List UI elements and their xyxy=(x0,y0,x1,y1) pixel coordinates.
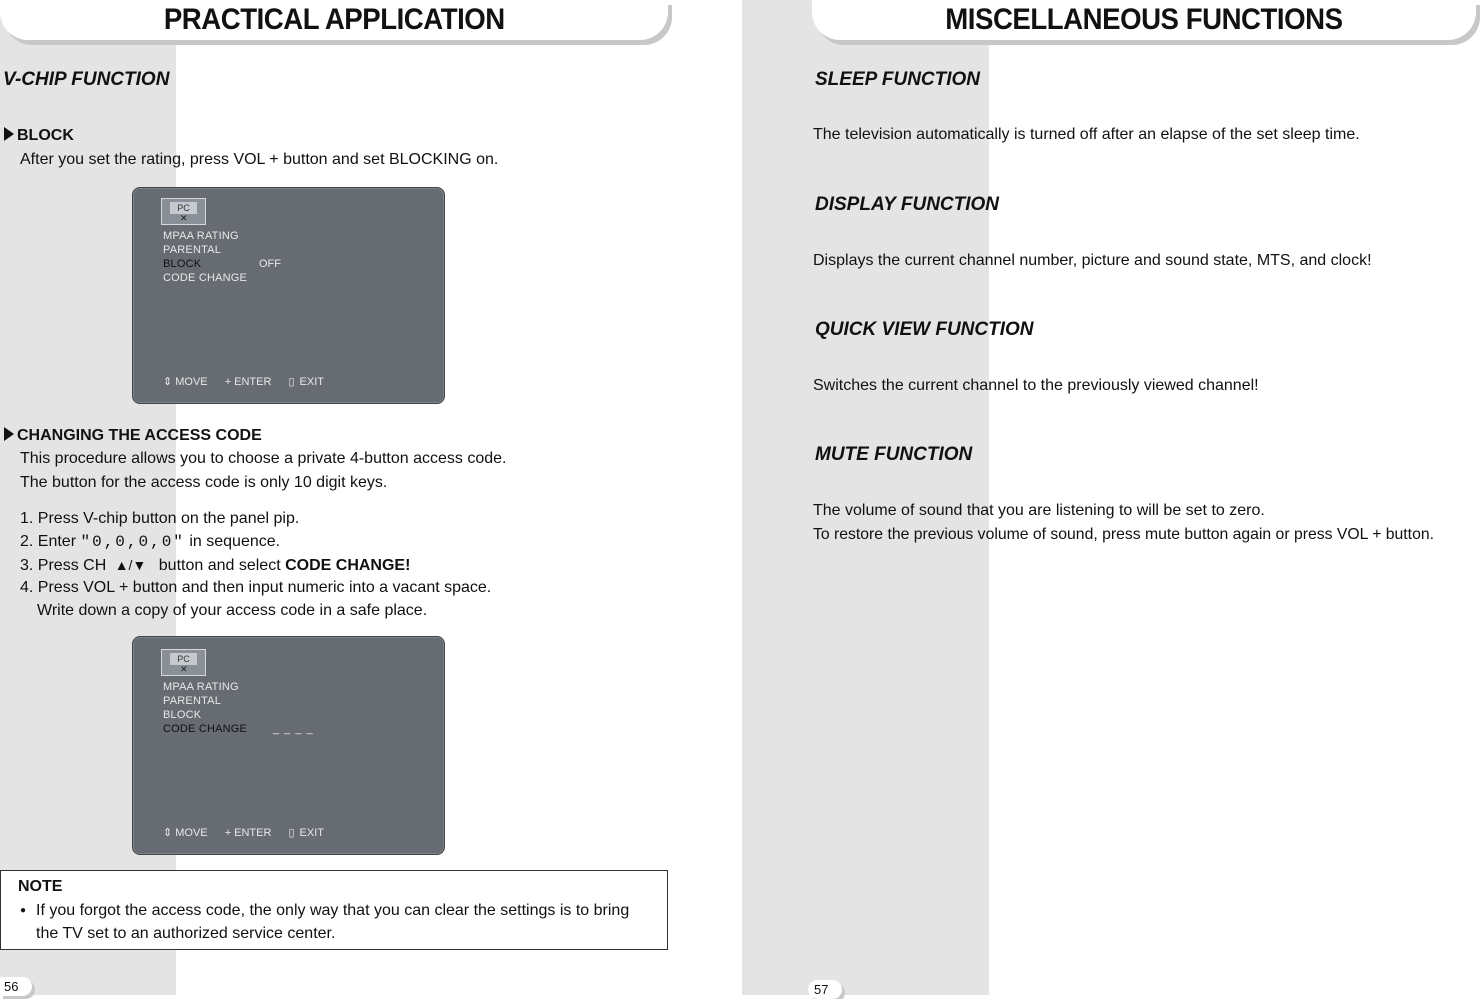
exit-icon: ▯ xyxy=(288,827,295,839)
exit-icon: ▯ xyxy=(288,376,295,388)
sleep-title: SLEEP FUNCTION xyxy=(815,69,981,90)
display-text: Displays the current channel number, picture and sound state, MTS, and clock! xyxy=(813,252,1372,269)
menu-item-block: BLOCK xyxy=(163,709,202,721)
code-text-1: This procedure allows you to choose a private 4-button access code. xyxy=(20,450,507,467)
code-heading: CHANGING THE ACCESS CODE xyxy=(4,427,262,445)
block-heading: BLOCK xyxy=(4,127,74,145)
menu-item-parental: PARENTAL xyxy=(163,695,222,707)
menu-item-code-change: CODE CHANGE xyxy=(163,272,248,284)
arrow-right-icon xyxy=(4,427,14,441)
code-entry-blanks: _ _ _ _ xyxy=(273,723,314,735)
block-value: OFF xyxy=(259,258,281,270)
left-header xyxy=(0,0,668,40)
page-number-right: 57 xyxy=(808,980,842,999)
mute-text-1: The volume of sound that you are listening to will be set to zero. xyxy=(813,502,1265,519)
left-header-title: PRACTICAL APPLICATION xyxy=(163,3,505,36)
step-2: 2. Enter "0,0,0,0" in sequence. xyxy=(20,533,281,551)
block-text: After you set the rating, press VOL + button and set BLOCKING on. xyxy=(20,151,499,168)
right-gray-strip xyxy=(742,0,989,995)
step-1: 1. Press V-chip button on the panel pip. xyxy=(20,510,300,527)
note-box xyxy=(0,870,668,950)
menu-item-code-change: CODE CHANGE xyxy=(163,723,248,735)
right-header xyxy=(812,0,1476,40)
mute-text-2: To restore the previous volume of sound, press mute button again or press VOL + button. xyxy=(813,526,1434,543)
page-number-left: 56 xyxy=(0,977,32,996)
screen-footer: ⇕ MOVE + ENTER ▯ EXIT xyxy=(163,376,324,388)
note-title: NOTE xyxy=(18,878,63,895)
note-text-1: If you forgot the access code, the only way that you can clear the settings is to bring xyxy=(36,902,630,919)
menu-item-parental: PARENTAL xyxy=(163,244,222,256)
code-sequence: "0,0,0,0" xyxy=(80,533,185,551)
sleep-text: The television automatically is turned off after an elapse of the set sleep time. xyxy=(813,126,1360,143)
note-bullet-icon: ● xyxy=(20,905,27,916)
code-text-2: The button for the access code is only 10 digit keys. xyxy=(20,474,388,491)
right-header-title: MISCELLANEOUS FUNCTIONS xyxy=(945,3,1343,36)
note-text-2: the TV set to an authorized service center. xyxy=(36,925,336,942)
plus-icon: + xyxy=(224,827,232,839)
pc-logo-icon: PC ✕ xyxy=(161,198,206,225)
tv-screen-code-change xyxy=(132,636,445,855)
quick-view-title: QUICK VIEW FUNCTION xyxy=(815,319,1034,340)
pc-logo-icon: PC ✕ xyxy=(161,649,206,676)
screen-footer: ⇕ MOVE + ENTER ▯ EXIT xyxy=(163,827,324,839)
quick-view-text: Switches the current channel to the previously viewed channel! xyxy=(813,377,1259,394)
step-4: 4. Press VOL + button and then input numeric into a vacant space. xyxy=(20,579,492,596)
menu-item-mpaa-rating: MPAA RATING xyxy=(163,681,239,693)
arrow-right-icon xyxy=(4,127,14,141)
tv-screen-block xyxy=(132,187,445,404)
plus-icon: + xyxy=(224,376,232,388)
step-4b: Write down a copy of your access code in a safe place. xyxy=(37,602,428,619)
move-icon: ⇕ xyxy=(163,376,173,388)
step-3: 3. Press CH ▲/▼ button and select CODE CHANGE! xyxy=(20,557,411,574)
menu-item-mpaa-rating: MPAA RATING xyxy=(163,230,239,242)
vchip-section-title: V-CHIP FUNCTION xyxy=(3,69,170,90)
mute-title: MUTE FUNCTION xyxy=(815,444,973,465)
menu-item-block: BLOCK xyxy=(163,258,202,270)
display-title: DISPLAY FUNCTION xyxy=(815,194,1000,215)
move-icon: ⇕ xyxy=(163,827,173,839)
up-down-arrows-icon: ▲/▼ xyxy=(114,557,147,573)
